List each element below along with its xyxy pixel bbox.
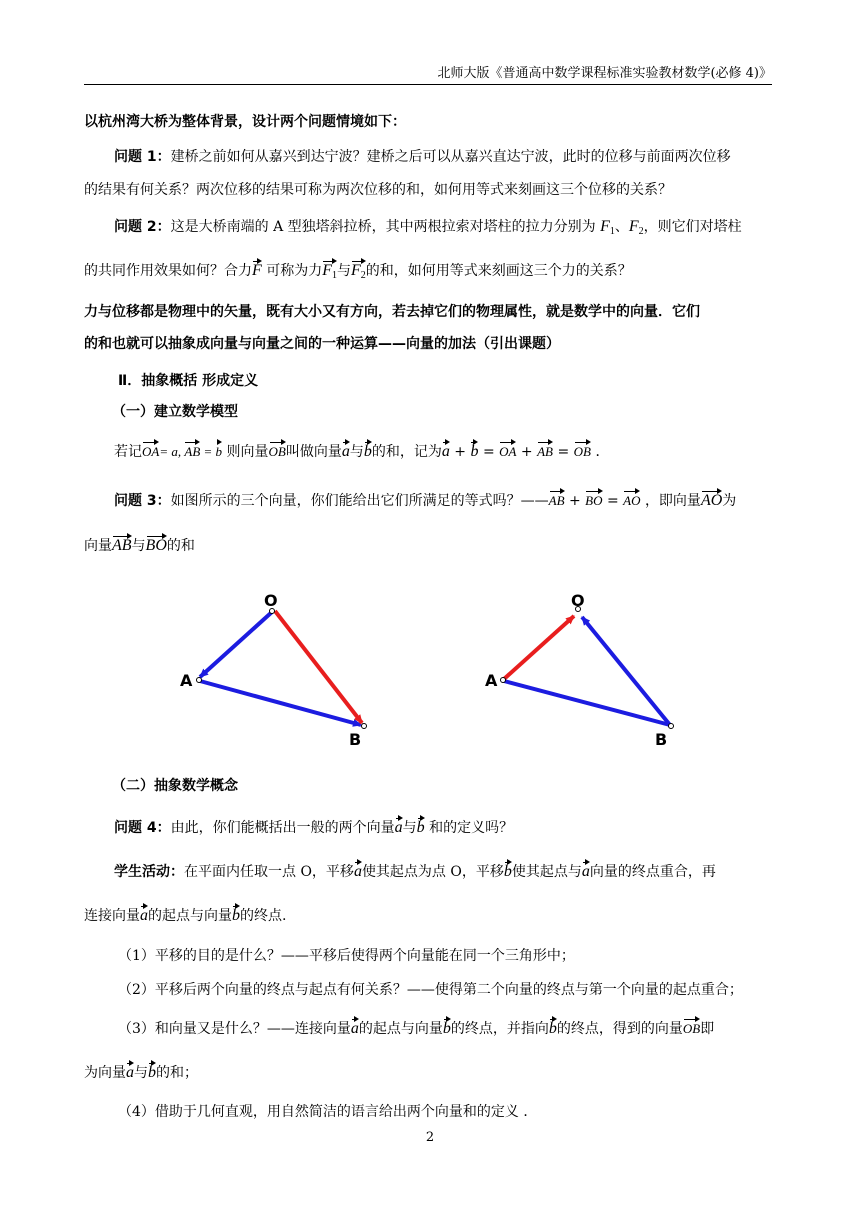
- vector-F: F: [252, 259, 262, 279]
- question-2-label: 问题 2：: [114, 219, 171, 235]
- vector-BO: BO: [585, 489, 602, 509]
- vector-a: a: [342, 440, 350, 460]
- vector-b: b: [504, 860, 512, 880]
- vector-BO-arrow: [582, 617, 670, 725]
- vector-AO-arrow: [504, 616, 574, 679]
- vector-BO: BO: [146, 534, 167, 554]
- point-A-label: A: [485, 671, 498, 690]
- point-O-label: O: [264, 591, 278, 610]
- vector-b: b: [470, 440, 478, 460]
- question-4: 问题 4：由此，你们能概括出一般的两个向量a与b 和的定义吗？: [114, 816, 513, 838]
- vector-F2: $F_2$: [351, 259, 366, 284]
- question-1-line-1: 问题 1：建桥之前如何从嘉兴到达宁波？建桥之后可以从嘉兴直达宁波，此时的位移与前面两次位移: [114, 149, 731, 165]
- item-2: （2）平移后两个向量的终点与起点有何关系？——使得第二个向量的终点与第一个向量的起点重合；: [118, 982, 743, 998]
- page-number: 2: [425, 1130, 435, 1145]
- vector-OA-arrow: [200, 612, 272, 677]
- bold-paragraph-line-1: 力与位移都是物理中的矢量，既有大小又有方向，若去掉它们的物理属性，就是数学中的向量．它们: [84, 304, 700, 320]
- question-2-line-1: 问题 2：这是大桥南端的 A 型独塔斜拉桥，其中两根拉索对塔柱的拉力分别为 $F_1$、$F_2$，则它们对塔柱: [114, 218, 742, 237]
- student-activity-label: 学生活动：: [114, 864, 184, 880]
- model-definition: 若记OA= a, AB = b 则向量OB叫做向量a与b的和，记为a + b = OA + AB = OB ．: [114, 440, 609, 462]
- vector-AB: AB: [537, 440, 553, 460]
- question-3-line-1: 问题 3：如图所示的三个向量，你们能给出它们所满足的等式吗？——AB + BO = AO ，即向量AO为: [114, 489, 736, 511]
- vector-b: b: [364, 440, 372, 460]
- bold-paragraph-line-2: 的和也就可以抽象成向量与向量之间的一种运算——向量的加法（引出课题）: [84, 336, 560, 352]
- question-1-label: 问题 1：: [114, 149, 171, 165]
- point-B-label: B: [655, 730, 668, 749]
- section-2-title: Ⅱ．抽象概括 形成定义: [118, 373, 259, 389]
- vector-a: a: [126, 1061, 134, 1081]
- vector-b: b: [216, 440, 223, 460]
- vector-AB: AB: [184, 440, 200, 460]
- vector-OB: OB: [683, 1017, 700, 1037]
- force-f1: $F_1$: [600, 218, 615, 237]
- left-triangle: [180, 591, 367, 749]
- vector-a: a: [354, 860, 362, 880]
- vector-b: b: [443, 1017, 451, 1037]
- vector-OA: OA: [142, 440, 159, 460]
- vector-OB: OB: [269, 440, 286, 460]
- item-3-line-1: （3）和向量又是什么？——连接向量a的起点与向量b的终点，并指向b的终点，得到的向量OB即: [118, 1017, 714, 1039]
- vector-AB: AB: [112, 534, 132, 554]
- question-1-line-2: 的结果有何关系？两次位移的结果可称为两次位移的和，如何用等式来刻画这三个位移的关系？: [84, 182, 672, 198]
- point-O-label: O: [571, 591, 585, 610]
- force-f2: $F_2$: [628, 218, 644, 237]
- vector-AO: AO: [623, 489, 640, 509]
- vector-a: a: [140, 904, 148, 924]
- vector-OA: OA: [499, 440, 516, 460]
- item-4: （4）借助于几何直观，用自然简洁的语言给出两个向量和的定义 ．: [118, 1104, 538, 1120]
- vector-a: a: [351, 1017, 359, 1037]
- vector-b: b: [148, 1061, 156, 1081]
- header-rule: [84, 84, 772, 85]
- question-3-label: 问题 3：: [114, 493, 171, 509]
- vector-b: b: [417, 816, 425, 836]
- question-3-line-2: 向量AB与BO的和: [84, 534, 195, 556]
- item-1: （1）平移的目的是什么？——平移后使得两个向量能在同一个三角形中；: [118, 948, 575, 964]
- vector-a: a: [395, 816, 403, 836]
- question-2-line-2: 的共同作用效果如何？合力F 可称为力$F_1$与$F_2$的和，如何用等式来刻画这三个力的关系？: [84, 259, 632, 284]
- right-triangle: [485, 591, 674, 749]
- subsection-2-title: （二）抽象数学概念: [112, 778, 238, 794]
- intro-text: 以杭州湾大桥为整体背景，设计两个问题情境如下：: [84, 114, 406, 130]
- vector-AB: AB: [549, 489, 565, 509]
- vector-b: b: [549, 1017, 557, 1037]
- vector-AO: AO: [701, 489, 722, 509]
- vector-a: a: [442, 440, 450, 460]
- vector-F1: $F_1$: [322, 259, 337, 284]
- vector-b: b: [232, 904, 240, 924]
- vector-AB-arrow: [504, 681, 670, 725]
- subsection-1-title: （一）建立数学模型: [112, 404, 238, 420]
- student-activity-line-2: 连接向量a的起点与向量b的终点.: [84, 904, 286, 926]
- vector-triangle-figures: [0, 580, 860, 750]
- student-activity-line-1: 学生活动：在平面内任取一点 O，平移a使其起点为点 O，平移b使其起点与a向量的终点重合，再: [114, 860, 716, 882]
- point-B-label: B: [349, 730, 362, 749]
- vector-OB: OB: [574, 440, 591, 460]
- question-4-label: 问题 4：: [114, 820, 171, 836]
- point-A-label: A: [180, 671, 193, 690]
- item-3-line-2: 为向量a与b的和；: [84, 1061, 198, 1083]
- running-header: 北师大版《普通高中数学课程标准实验教材数学(必修 4)》: [437, 66, 772, 81]
- vector-a: a: [582, 860, 590, 880]
